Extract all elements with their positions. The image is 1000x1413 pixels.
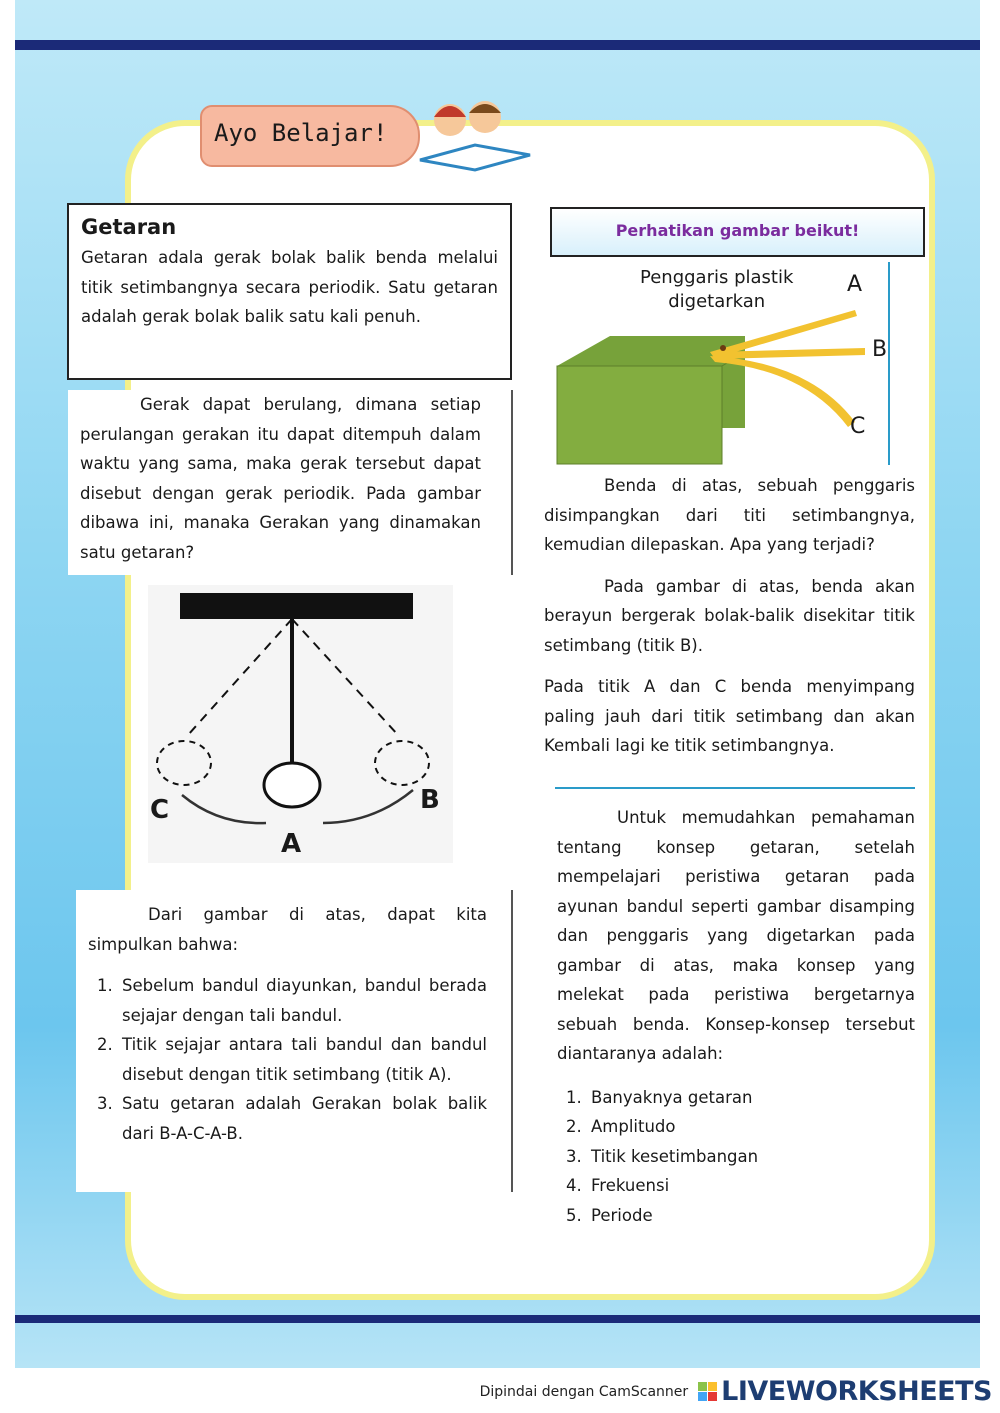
ruler-point-a: A xyxy=(847,272,863,297)
section-divider xyxy=(555,787,915,789)
list-item: 2. Titik sejajar antara tali bandul dan bandul disebut dengan titik setimbang (titik A). xyxy=(118,1030,487,1089)
ruler-point-c: C xyxy=(850,414,866,439)
banner xyxy=(200,105,420,167)
camscanner-text: Dipindai dengan CamScanner xyxy=(479,1383,689,1400)
bottom-divider xyxy=(15,1315,980,1323)
conclusion-section xyxy=(76,890,513,1192)
pendulum-diagram xyxy=(148,585,453,863)
liveworksheets-label: LIVEWORKSHEETS xyxy=(721,1376,992,1407)
definition-box xyxy=(67,203,512,380)
paragraph: Benda di atas, sebuah penggaris disimpangkan dari titi setimbangnya, kemudian dilepaskan. Apa yang terjadi? xyxy=(544,476,915,554)
kids-reading-illustration xyxy=(410,95,540,175)
ruler-caption: Penggaris plastik digetarkan xyxy=(640,267,794,312)
list-item: 3. Satu getaran adalah Gerakan bolak balik dari B-A-C-A-B. xyxy=(118,1089,487,1148)
list-item: 4. Frekuensi xyxy=(587,1171,915,1201)
list-item: 1. Banyaknya getaran xyxy=(587,1083,915,1113)
notice-box: Perhatikan gambar beikut! xyxy=(550,207,925,257)
live-logo-icon xyxy=(698,1382,717,1401)
conclusion-lead: Dari gambar di atas, dapat kita simpulkan bahwa: xyxy=(88,905,487,954)
concepts-list xyxy=(557,1083,915,1231)
point-b-label: B xyxy=(420,785,440,815)
paragraph: Pada titik A dan C benda menyimpang paling jauh dari titik setimbang dan akan Kembali lagi ke titik setimbangnya. xyxy=(544,677,915,755)
definition-text: Getaran adala gerak bolak balik benda melalui titik setimbangnya secara periodik. Satu getaran adalah gerak bolak balik satu kali penuh. xyxy=(81,248,498,326)
footer xyxy=(480,1376,992,1407)
point-a-label: A xyxy=(281,829,302,859)
top-divider xyxy=(15,40,980,50)
intro-paragraph: Gerak dapat berulang, dimana setiap perulangan gerakan itu dapat ditempuh dalam waktu yang sama, maka gerak tersebut dapat disebut dengan gerak periodik. Pada gambar dibawa ini, manaka Gerakan yang dinamakan satu getaran? xyxy=(68,390,513,575)
concepts-section xyxy=(545,795,925,1245)
list-item: 3. Titik kesetimbangan xyxy=(587,1142,915,1172)
ruler-point-b: B xyxy=(872,337,888,362)
definition-heading: Getaran xyxy=(81,215,177,239)
list-item: 2. Amplitudo xyxy=(587,1112,915,1142)
point-c-label: C xyxy=(150,795,170,825)
concepts-intro: Untuk memudahkan pemahaman tentang konsep getaran, setelah mempelajari peristiwa getaran pada ayunan bandul seperti gambar disamping dan penggaris yang digetarkan pada gambar di atas, maka konsep yang melekat pada peristiwa bergetarnya sebuah benda. Konsep-konsep tersebut diantaranya adalah: xyxy=(557,808,915,1063)
liveworksheets-logo[interactable] xyxy=(698,1376,992,1407)
list-item: 1. Sebelum bandul diayunkan, bandul berada sejajar dengan tali bandul. xyxy=(118,971,487,1030)
list-item: 5. Periode xyxy=(587,1201,915,1231)
paragraph: Pada gambar di atas, benda akan berayun bergerak bolak-balik disekitar titik setimbang (titik B). xyxy=(544,576,915,655)
banner-title: Ayo Belajar! xyxy=(214,119,388,147)
ruler-diagram xyxy=(550,262,890,467)
conclusion-list xyxy=(88,971,487,1148)
ruler-explanation xyxy=(540,465,925,765)
